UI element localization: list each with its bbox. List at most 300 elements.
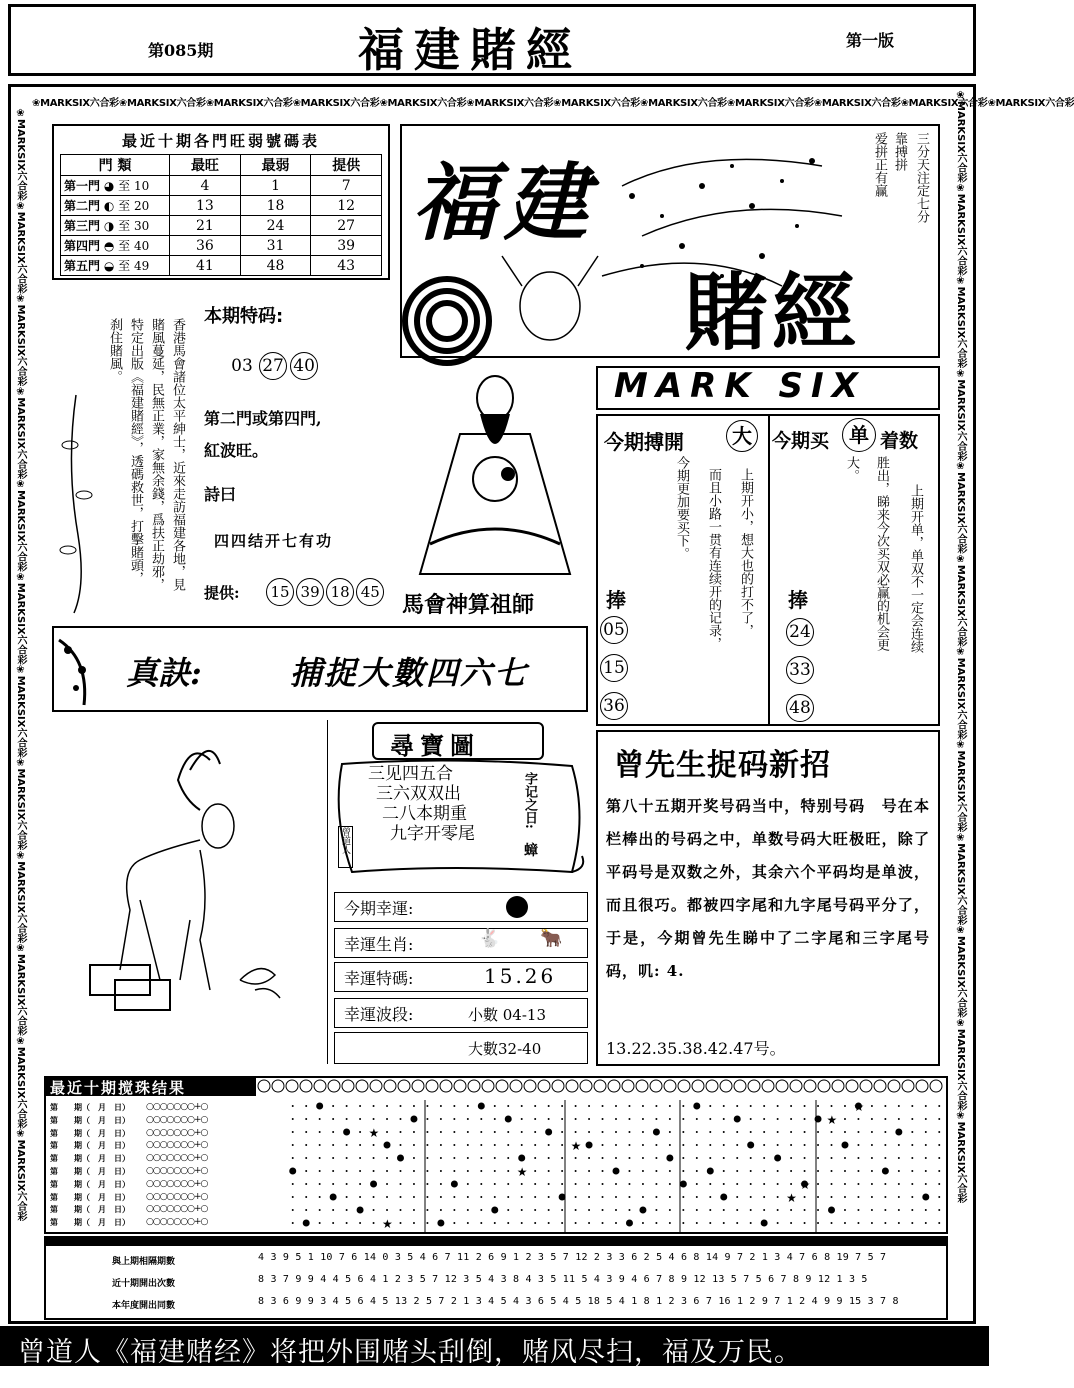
drawn-ball <box>437 1220 444 1227</box>
grid-dot <box>938 1157 940 1159</box>
header-ball <box>300 1080 312 1092</box>
marksix-strip-unit: ❀MARKSIX六合彩 <box>955 739 966 833</box>
grid-dot <box>575 1183 577 1185</box>
grid-dot <box>804 1144 806 1146</box>
grid-dot <box>346 1157 348 1159</box>
buy-single-text1: 上期开单，单双不一定会连续 <box>908 484 923 653</box>
grid-dot <box>898 1222 900 1224</box>
grid-dot <box>844 1209 846 1211</box>
grid-dot <box>682 1144 684 1146</box>
grid-dot <box>669 1209 671 1211</box>
grid-dot <box>588 1105 590 1107</box>
grid-dot <box>884 1105 886 1107</box>
luck-special-value: 15.26 <box>484 964 557 988</box>
results-row-circles: ○○○○○○○+○ <box>146 1140 208 1151</box>
grid-dot <box>453 1222 455 1224</box>
grid-dot <box>736 1222 738 1224</box>
grid-dot <box>884 1209 886 1211</box>
grid-dot <box>346 1118 348 1120</box>
results-row-label: 第 期（ 月 日） <box>50 1204 130 1215</box>
grid-dot <box>871 1170 873 1172</box>
grid-dot <box>669 1105 671 1107</box>
drawn-ball <box>613 1168 620 1175</box>
grid-dot <box>534 1157 536 1159</box>
moon-icon: ◒ <box>103 259 115 273</box>
results-row-circles: ○○○○○○○+○ <box>146 1191 208 1202</box>
special-ball-star: ★ <box>516 1165 528 1179</box>
grid-dot <box>507 1196 509 1198</box>
marksix-strip-unit: ❀MARKSIX六合彩 <box>466 98 554 109</box>
header-ball <box>720 1080 732 1092</box>
grid-dot <box>373 1222 375 1224</box>
treasure-line: 三六双双出 <box>376 784 461 804</box>
treasure-line: 九字开零尾 <box>390 824 475 844</box>
grid-dot <box>871 1209 873 1211</box>
grid-dot <box>305 1170 307 1172</box>
luck-wave-small: 小數 04-13 <box>468 1006 547 1024</box>
marksix-strip-unit: ❀MARKSIX六合彩 <box>379 98 467 109</box>
header-ball <box>258 1080 270 1092</box>
grid-dot <box>790 1170 792 1172</box>
bet-open-char: 大 <box>726 420 758 452</box>
grid-dot <box>831 1170 833 1172</box>
grid-dot <box>871 1118 873 1120</box>
drawn-ball <box>451 1181 458 1188</box>
door-table-title: 最近十期各門旺弱號碼表 <box>121 132 320 150</box>
grid-dot <box>871 1144 873 1146</box>
moon-icon: ◐ <box>103 199 115 213</box>
marksix-strip-unit: ❀MARKSIX六合彩 <box>955 925 966 1018</box>
special-ball-star: ★ <box>570 1139 582 1153</box>
offer-number: 15 <box>266 578 294 606</box>
grid-dot <box>669 1118 671 1120</box>
grid-dot <box>292 1144 294 1146</box>
grid-dot <box>682 1209 684 1211</box>
marksix-strip-unit: ❀MARKSIX六合彩 <box>955 646 966 740</box>
grid-dot <box>898 1144 900 1146</box>
header-ball <box>272 1080 284 1092</box>
buy-single-char: 单 <box>842 418 876 452</box>
special-line2: 紅波旺。 <box>204 441 269 460</box>
grid-dot <box>804 1209 806 1211</box>
grid-dot <box>548 1144 550 1146</box>
special-ball-star: ★ <box>826 1113 838 1127</box>
banner-title-bottom: 賭經 <box>684 263 861 362</box>
grid-dot <box>494 1196 496 1198</box>
grid-dot <box>817 1131 819 1133</box>
grid-dot <box>911 1157 913 1159</box>
grid-dot <box>655 1196 657 1198</box>
grid-dot <box>696 1131 698 1133</box>
grid-dot <box>292 1105 294 1107</box>
grid-dot <box>332 1222 334 1224</box>
grid-dot <box>399 1209 401 1211</box>
grid-dot <box>494 1105 496 1107</box>
grid-dot <box>588 1170 590 1172</box>
grid-dot <box>453 1131 455 1133</box>
results-row-label: 第 期（ 月 日） <box>50 1191 130 1202</box>
grid-dot <box>359 1196 361 1198</box>
grid-dot <box>898 1196 900 1198</box>
results-row-circles: ○○○○○○○+○ <box>146 1166 208 1176</box>
marksix-strip-unit: ❀MARKSIX六合彩 <box>15 293 26 387</box>
special-numbers <box>228 352 315 381</box>
special-ball-star: ★ <box>799 1178 811 1192</box>
grid-dot <box>682 1131 684 1133</box>
grid-dot <box>938 1144 940 1146</box>
door-offer: 43 <box>311 256 382 276</box>
grid-dot <box>332 1118 334 1120</box>
grid-dot <box>373 1105 375 1107</box>
grid-dot <box>777 1170 779 1172</box>
pick-number: 36 <box>600 692 628 720</box>
grid-dot <box>642 1183 644 1185</box>
drawn-ball <box>720 1194 727 1201</box>
grid-dot <box>359 1131 361 1133</box>
grid-dot <box>682 1105 684 1107</box>
grid-dot <box>615 1183 617 1185</box>
grid-dot <box>467 1144 469 1146</box>
header-ball <box>748 1080 760 1092</box>
header-ball <box>454 1080 466 1092</box>
offer-number: 39 <box>296 578 324 606</box>
grid-dot <box>696 1209 698 1211</box>
header-ball <box>538 1080 550 1092</box>
grid-dot <box>534 1183 536 1185</box>
treasure-line: 三见四五合 <box>368 764 453 784</box>
grid-dot <box>413 1183 415 1185</box>
grid-dot <box>777 1131 779 1133</box>
drawn-ball <box>330 1194 337 1201</box>
grid-dot <box>642 1222 644 1224</box>
door-offer: 39 <box>311 236 382 256</box>
grid-dot <box>628 1170 630 1172</box>
grid-dot <box>628 1209 630 1211</box>
grid-dot <box>440 1157 442 1159</box>
buy-single-text2: 胜出，睇来今次买双必赢的机会更 <box>874 456 889 651</box>
door-cold: 1 <box>240 176 311 196</box>
grid-dot <box>790 1105 792 1107</box>
header-ball <box>482 1080 494 1092</box>
grid-dot <box>440 1170 442 1172</box>
grid-dot <box>521 1222 523 1224</box>
treasure-sign: 曾道人 <box>338 826 353 868</box>
grid-dot <box>426 1144 428 1146</box>
grid-dot <box>359 1170 361 1172</box>
grid-dot <box>682 1196 684 1198</box>
results-row-label: 第 期（ 月 日） <box>50 1153 130 1164</box>
grid-dot <box>305 1105 307 1107</box>
grid-dot <box>548 1118 550 1120</box>
grid-dot <box>588 1183 590 1185</box>
grid-dot <box>938 1170 940 1172</box>
grid-dot <box>911 1131 913 1133</box>
luck-color-label: 今期幸運: <box>344 899 414 918</box>
grid-dot <box>777 1144 779 1146</box>
grid-dot <box>373 1118 375 1120</box>
results-row-label: 第 期（ 月 日） <box>50 1102 130 1112</box>
grid-dot <box>480 1131 482 1133</box>
grid-dot <box>628 1157 630 1159</box>
grid-dot <box>305 1118 307 1120</box>
grid-dot <box>831 1222 833 1224</box>
drawn-ball <box>478 1103 485 1110</box>
grid-dot <box>682 1170 684 1172</box>
drawn-ball <box>882 1168 889 1175</box>
grid-dot <box>346 1222 348 1224</box>
grid-dot <box>817 1170 819 1172</box>
header-ball <box>860 1080 872 1092</box>
grid-dot <box>844 1157 846 1159</box>
grid-dot <box>305 1131 307 1133</box>
grid-dot <box>615 1105 617 1107</box>
grid-dot <box>413 1131 415 1133</box>
special-ball-star: ★ <box>853 1100 865 1114</box>
grid-dot <box>426 1131 428 1133</box>
grid-dot <box>884 1157 886 1159</box>
grid-dot <box>642 1196 644 1198</box>
door-col-hot: 最旺 <box>170 155 241 176</box>
grid-dot <box>453 1196 455 1198</box>
grid-dot <box>628 1196 630 1198</box>
grid-dot <box>561 1222 563 1224</box>
grid-dot <box>615 1118 617 1120</box>
grid-dot <box>750 1170 752 1172</box>
grid-dot <box>723 1170 725 1172</box>
drawn-ball <box>761 1220 768 1227</box>
grid-dot <box>386 1170 388 1172</box>
grid-dot <box>736 1170 738 1172</box>
rabbit-icon: 🐇 <box>478 928 501 949</box>
grid-dot <box>911 1118 913 1120</box>
stats-label: 近十期開出次數 <box>112 1279 176 1289</box>
grid-dot <box>925 1222 927 1224</box>
grid-dot <box>911 1170 913 1172</box>
grid-dot <box>723 1105 725 1107</box>
grid-dot <box>925 1170 927 1172</box>
grid-dot <box>857 1157 859 1159</box>
mark-six-logo: MARK SIX <box>614 366 866 406</box>
grid-dot <box>332 1183 334 1185</box>
pick-number: 05 <box>600 616 628 644</box>
tseng-numbers: 13.22.35.38.42.47号。 <box>606 1039 786 1058</box>
goat-illustration <box>60 740 320 1040</box>
grid-dot <box>777 1118 779 1120</box>
grid-dot <box>534 1222 536 1224</box>
grid-dot <box>628 1131 630 1133</box>
master-caption: 馬會神算祖師 <box>402 593 535 618</box>
door-label: 第一門 <box>64 179 101 193</box>
door-label: 第五門 <box>64 259 101 273</box>
header-ball <box>622 1080 634 1092</box>
grid-dot <box>696 1170 698 1172</box>
grid-dot <box>453 1118 455 1120</box>
grid-dot <box>386 1183 388 1185</box>
grid-dot <box>319 1183 321 1185</box>
grid-dot <box>682 1118 684 1120</box>
grid-dot <box>709 1105 711 1107</box>
door-col-type: 門 類 <box>61 155 170 176</box>
grid-dot <box>292 1183 294 1185</box>
door-range: 至 49 <box>118 259 150 273</box>
table-row <box>61 196 382 216</box>
grid-dot <box>588 1118 590 1120</box>
drawn-ball <box>653 1129 660 1136</box>
grid-dot <box>736 1144 738 1146</box>
grid-dot <box>844 1105 846 1107</box>
grid-dot <box>602 1157 604 1159</box>
door-label: 第四門 <box>64 239 101 253</box>
grid-dot <box>413 1105 415 1107</box>
header-ball <box>874 1080 886 1092</box>
marksix-strip-unit: ❀MARKSIX六合彩 <box>15 757 26 851</box>
bet-open-text3: 今期更加要买下。 <box>674 456 689 560</box>
grid-dot <box>602 1222 604 1224</box>
grid-dot <box>399 1196 401 1198</box>
grid-dot <box>723 1157 725 1159</box>
door-range: 至 30 <box>118 219 150 233</box>
grid-dot <box>548 1209 550 1211</box>
grid-dot <box>426 1118 428 1120</box>
banner-slogan-left: 爱拼正有赢 <box>872 132 887 197</box>
grid-dot <box>669 1183 671 1185</box>
header-ball <box>818 1080 830 1092</box>
grid-dot <box>750 1131 752 1133</box>
grid-dot <box>507 1183 509 1185</box>
grid-dot <box>561 1209 563 1211</box>
buy-single-title: 今期买 <box>772 430 830 452</box>
grid-dot <box>857 1183 859 1185</box>
grid-dot <box>696 1222 698 1224</box>
grid-dot <box>844 1118 846 1120</box>
grid-dot <box>790 1131 792 1133</box>
special-ball-star: ★ <box>368 1126 380 1140</box>
secret-label: 真訣: <box>126 654 202 692</box>
grid-dot <box>386 1105 388 1107</box>
grid-dot <box>750 1222 752 1224</box>
grid-dot <box>911 1196 913 1198</box>
grid-dot <box>453 1105 455 1107</box>
grid-dot <box>763 1105 765 1107</box>
grid-dot <box>413 1144 415 1146</box>
grid-dot <box>561 1131 563 1133</box>
header-ball <box>930 1080 942 1092</box>
results-row-circles: ○○○○○○○+○ <box>146 1127 208 1138</box>
grid-dot <box>723 1118 725 1120</box>
grid-dot <box>857 1209 859 1211</box>
grid-dot <box>898 1105 900 1107</box>
grid-dot <box>534 1118 536 1120</box>
grid-dot <box>736 1105 738 1107</box>
marksix-strip-unit: ❀MARKSIX六合彩 <box>955 275 966 369</box>
marksix-strip-right <box>952 90 968 1320</box>
edition-label: 第一版 <box>846 31 895 50</box>
grid-dot <box>884 1222 886 1224</box>
grid-dot <box>831 1131 833 1133</box>
grid-dot <box>386 1209 388 1211</box>
grid-dot <box>763 1183 765 1185</box>
grid-dot <box>871 1222 873 1224</box>
pick-number: 48 <box>786 694 814 722</box>
grid-dot <box>804 1105 806 1107</box>
drawn-ball <box>518 1155 525 1162</box>
door-range: 至 20 <box>118 199 150 213</box>
grid-dot <box>561 1118 563 1120</box>
grid-dot <box>871 1183 873 1185</box>
grid-dot <box>804 1196 806 1198</box>
grid-dot <box>426 1170 428 1172</box>
stats-label: 與上期相隔期數 <box>112 1257 176 1267</box>
header-ball <box>762 1080 774 1092</box>
grid-dot <box>534 1196 536 1198</box>
special-heading: 本期特码: <box>204 306 284 327</box>
grid-dot <box>507 1170 509 1172</box>
grid-dot <box>817 1196 819 1198</box>
grid-dot <box>655 1144 657 1146</box>
drawn-ball <box>410 1116 417 1123</box>
grid-dot <box>359 1157 361 1159</box>
grid-dot <box>494 1144 496 1146</box>
grid-dot <box>386 1118 388 1120</box>
grid-dot <box>426 1222 428 1224</box>
results-row-label: 第 期（ 月 日） <box>50 1166 130 1176</box>
buy-single-text3: 大。 <box>844 456 859 482</box>
drawn-ball <box>303 1220 310 1227</box>
grid-dot <box>548 1196 550 1198</box>
grid-dot <box>386 1131 388 1133</box>
grid-dot <box>750 1118 752 1120</box>
treasure-side-char: 蟑 <box>524 843 538 859</box>
grid-dot <box>750 1209 752 1211</box>
grid-dot <box>399 1222 401 1224</box>
grid-dot <box>736 1183 738 1185</box>
drawn-ball <box>586 1142 593 1149</box>
door-hot: 13 <box>170 196 241 216</box>
grid-dot <box>332 1131 334 1133</box>
grid-dot <box>534 1131 536 1133</box>
grid-dot <box>723 1222 725 1224</box>
grid-dot <box>790 1222 792 1224</box>
door-offer: 27 <box>311 216 382 236</box>
grid-dot <box>588 1131 590 1133</box>
grid-dot <box>548 1183 550 1185</box>
grid-dot <box>575 1131 577 1133</box>
grid-dot <box>548 1157 550 1159</box>
pick-number: 33 <box>786 656 814 684</box>
drawn-ball <box>545 1129 552 1136</box>
header-ball <box>916 1080 928 1092</box>
grid-dot <box>494 1170 496 1172</box>
grid-dot <box>399 1170 401 1172</box>
treasure-title: 尋寶圖 <box>390 731 480 760</box>
grid-dot <box>399 1183 401 1185</box>
grid-dot <box>426 1209 428 1211</box>
header-ball <box>594 1080 606 1092</box>
grid-dot <box>925 1144 927 1146</box>
grid-dot <box>386 1196 388 1198</box>
grid-dot <box>480 1209 482 1211</box>
door-hot: 36 <box>170 236 241 256</box>
header-ball <box>440 1080 452 1092</box>
buy-single-pick-label: 捧 <box>788 588 808 612</box>
marksix-strip-unit: ❀MARKSIX六合彩 <box>15 1035 26 1129</box>
pick-number: 24 <box>786 618 814 646</box>
results-row-circles: ○○○○○○○+○ <box>146 1114 208 1125</box>
grid-dot <box>790 1118 792 1120</box>
marksix-strip-unit: ❀MARKSIX六合彩 <box>15 386 26 480</box>
grid-dot <box>669 1196 671 1198</box>
header-ball <box>328 1080 340 1092</box>
